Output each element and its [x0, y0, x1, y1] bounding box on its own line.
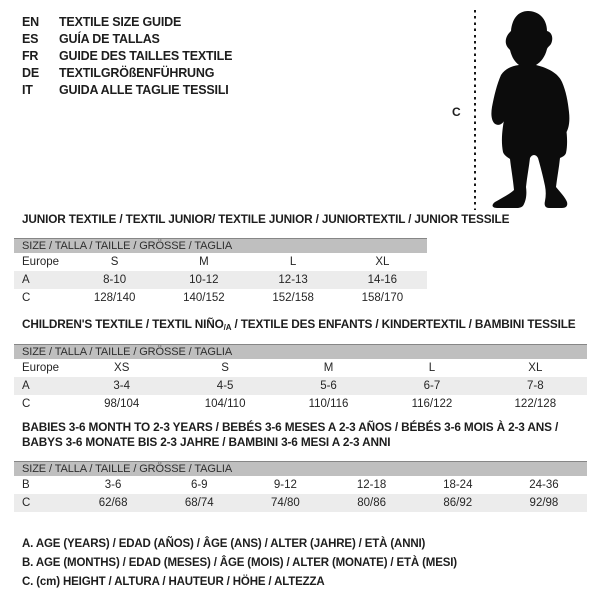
- table-row-height: [14, 395, 587, 413]
- table-row-age-months: [14, 476, 587, 494]
- row-label: C: [22, 497, 31, 509]
- size-table-children: [14, 344, 587, 413]
- size-cell: S: [110, 256, 119, 268]
- table-row-europe: [14, 253, 427, 271]
- row-label: Europe: [22, 256, 60, 268]
- height-cell: 158/170: [361, 292, 404, 304]
- size-cell: L: [289, 256, 297, 268]
- height-cell: 140/152: [183, 292, 225, 304]
- legend-footnotes: [22, 535, 457, 592]
- language-code: ES: [22, 31, 39, 46]
- table-row-height: [14, 289, 427, 307]
- height-measure-dashed-line: [474, 10, 476, 210]
- size-header-bar: SIZE / TALLA / TAILLE / GRÖSSE / TAGLIA: [14, 238, 427, 253]
- size-table-babies: [14, 461, 587, 512]
- age-cell: 6-7: [423, 380, 441, 392]
- size-cell: S: [221, 362, 229, 374]
- row-label: B: [22, 479, 30, 491]
- footnote-age-months: B. AGE (MONTHS) / EDAD (MESES) / ÂGE (MOIS) / ALTER (MONATE) / ETÀ (MESI): [22, 557, 457, 569]
- height-cell: 110/116: [308, 398, 349, 410]
- age-cell: 24-36: [529, 479, 559, 491]
- table-row-height: [14, 494, 587, 512]
- age-cell: 5-6: [320, 380, 337, 392]
- age-cell: 4-5: [216, 380, 234, 392]
- language-row-de: [22, 64, 232, 81]
- guide-title-es: GUÍA DE TALLAS: [59, 31, 160, 46]
- guide-title-en: TEXTILE SIZE GUIDE: [59, 14, 182, 29]
- language-row-fr: [22, 47, 232, 64]
- size-cell: XL: [375, 256, 390, 268]
- toddler-silhouette: [480, 8, 600, 210]
- language-code: IT: [22, 82, 33, 97]
- guide-title-it: GUIDA ALLE TAGLIE TESSILI: [59, 82, 229, 97]
- language-code: FR: [22, 48, 39, 63]
- table-row-age: [14, 271, 427, 289]
- size-cell: XL: [528, 362, 543, 374]
- size-cell: L: [428, 362, 436, 374]
- babies-title-line1: BABIES 3-6 MONTH TO 2-3 YEARS / BEBÉS 3-6 MESES A 2-3 AÑOS / BÉBÉS 3-6 MOIS À 2-3 ANS /: [22, 420, 559, 434]
- junior-table-title: JUNIOR TEXTILE / TEXTIL JUNIOR/ TEXTILE JUNIOR / JUNIORTEXTIL / JUNIOR TESSILE: [22, 212, 510, 226]
- age-cell: 12-18: [356, 479, 387, 491]
- height-cell: 92/98: [529, 497, 559, 509]
- size-cell: M: [323, 362, 334, 374]
- guide-title-de: TEXTILGRÖßENFÜHRUNG: [59, 65, 215, 80]
- table-row-age: [14, 377, 587, 395]
- height-cell: 62/68: [98, 497, 128, 509]
- children-table-title: [22, 317, 576, 332]
- age-cell: 7-8: [527, 380, 544, 392]
- age-cell: 3-4: [113, 380, 131, 392]
- age-cell: 18-24: [443, 479, 473, 491]
- age-cell: 9-12: [273, 479, 297, 491]
- height-cell: 116/122: [411, 398, 453, 410]
- children-title-sub: /A: [223, 323, 232, 332]
- table-row-europe: [14, 359, 587, 377]
- size-header-bar: SIZE / TALLA / TAILLE / GRÖSSE / TAGLIA: [14, 344, 587, 359]
- children-title-pre: CHILDREN'S TEXTILE / TEXTIL NIÑO: [22, 317, 224, 331]
- age-cell: 3-6: [104, 479, 122, 491]
- size-cell: M: [199, 256, 209, 268]
- row-label: C: [22, 398, 31, 410]
- size-table-junior: [14, 238, 427, 307]
- height-cell: 122/128: [514, 398, 557, 410]
- language-code: EN: [22, 14, 39, 29]
- age-cell: 8-10: [103, 274, 127, 286]
- size-header-bar: SIZE / TALLA / TAILLE / GRÖSSE / TAGLIA: [14, 461, 587, 476]
- height-cell: 128/140: [93, 292, 136, 304]
- height-cell: 152/158: [272, 292, 314, 304]
- height-cell: 68/74: [184, 497, 214, 509]
- row-label: C: [22, 292, 31, 304]
- height-cell: 86/92: [443, 497, 473, 509]
- row-label: A: [22, 274, 30, 286]
- row-label: Europe: [22, 362, 60, 374]
- children-title-post: / TEXTILE DES ENFANTS / KINDERTEXTIL / BAMBINI TESSILE: [231, 317, 576, 331]
- footnote-age-years: A. AGE (YEARS) / EDAD (AÑOS) / ÂGE (ANS) / ALTER (JAHRE) / ETÀ (ANNI): [22, 538, 426, 550]
- age-cell: 10-12: [189, 274, 219, 286]
- height-cell: 98/104: [104, 398, 140, 410]
- height-measure-label: C: [452, 105, 461, 119]
- language-row-es: [22, 30, 232, 47]
- age-cell: 6-9: [190, 479, 208, 491]
- babies-title-line2: BABYS 3-6 MONATE BIS 2-3 JAHRE / BAMBINI 3-6 MESI A 2-3 ANNI: [22, 435, 391, 449]
- height-cell: 80/86: [357, 497, 386, 509]
- footnote-height: C. (cm) HEIGHT / ALTURA / HAUTEUR / HÖHE / ALTEZZA: [22, 576, 325, 588]
- language-title-list: [22, 13, 232, 98]
- language-row-it: [22, 81, 232, 98]
- guide-title-fr: GUIDE DES TAILLES TEXTILE: [59, 48, 233, 63]
- age-cell: 14-16: [367, 274, 398, 286]
- language-code: DE: [22, 65, 39, 80]
- row-label: A: [22, 380, 30, 392]
- language-row-en: [22, 13, 232, 30]
- height-cell: 74/80: [271, 497, 300, 509]
- height-cell: 104/110: [204, 398, 246, 410]
- size-cell: XS: [114, 362, 130, 374]
- babies-table-title: [22, 420, 582, 450]
- age-cell: 12-13: [278, 274, 308, 286]
